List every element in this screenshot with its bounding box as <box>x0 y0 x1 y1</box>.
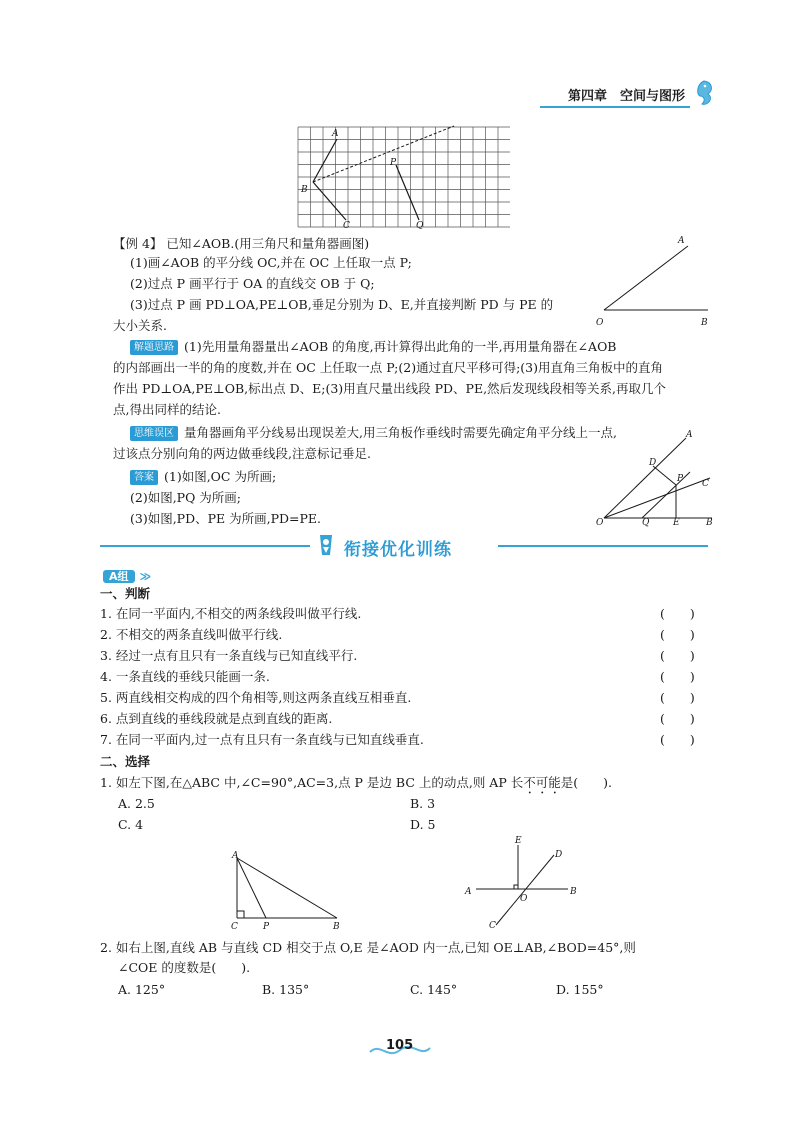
choice-q1-stem: 1. 如左下图,在△ABC 中,∠C=90°,AC=3,点 P 是边 BC 上的动点,则 AP 长不可能是( ). <box>100 775 612 790</box>
judge-title: 一、判断 <box>100 586 151 601</box>
banner-rule-left <box>100 545 310 547</box>
cross-label-a: A <box>465 887 472 897</box>
example4-item-1: (1)画∠AOB 的平分线 OC,并在 OC 上任取一点 P; <box>130 255 412 270</box>
example4-question <box>113 234 369 254</box>
grid-label-c: C <box>343 221 350 229</box>
answer-line-1: 答案 (1)如图,OC 为所画; <box>130 467 276 487</box>
triangle-label-b: B <box>333 922 340 932</box>
choice-q1-option-d[interactable]: D. 5 <box>410 817 436 832</box>
judge-answer-blank-4[interactable]: ( ) <box>660 669 695 684</box>
example4-item-2: (2)过点 P 画平行于 OA 的直线交 OB 于 Q; <box>130 276 375 291</box>
banner-title: 衔接优化训练 <box>344 540 452 560</box>
mistake-tag: 思维误区 <box>130 426 178 441</box>
answer-line-3: (3)如图,PD、PE 为所画,PD=PE. <box>130 511 322 526</box>
judge-answer-blank-3[interactable]: ( ) <box>660 648 695 663</box>
angle-label-a: A <box>678 236 685 246</box>
cross-label-o: O <box>520 894 528 904</box>
choice-q2-stem-1: 2. 如右上图,直线 AB 与直线 CD 相交于点 O,E 是∠AOD 内一点,已知 OE⊥AB,∠BOD=45°,则 <box>100 940 636 955</box>
intersecting-lines-figure <box>458 833 588 933</box>
choice-q2-option-c[interactable]: C. 145° <box>410 982 458 997</box>
grid-label-q: Q <box>416 221 424 229</box>
cross-label-e: E <box>515 836 522 846</box>
answer-label-c: C <box>702 479 709 489</box>
choice-q2-option-b[interactable]: B. 135° <box>262 982 310 997</box>
judge-answer-blank-7[interactable]: ( ) <box>660 732 695 747</box>
grid-label-p: P <box>390 158 397 168</box>
example4-item-4: 大小关系. <box>113 318 167 333</box>
example4-item-3: (3)过点 P 画 PD⊥OA,PE⊥OB,垂足分别为 D、E,并直接判断 PD 与 PE 的 <box>130 297 554 312</box>
judge-item-4: 4. 一条直线的垂线只能画一条. <box>100 669 270 684</box>
example4-tag: 【例 4】 <box>113 236 163 251</box>
choice-title: 二、选择 <box>100 754 151 769</box>
cross-label-b: B <box>570 887 577 897</box>
approach-tag: 解题思路 <box>130 340 178 355</box>
grid-label-b: B <box>301 185 308 195</box>
approach-line-2: 的内部画出一半的角的度数,并在 OC 上任取一点 P;(2)通过直尺平移可得;(3)用直角三角板中的直角 <box>113 360 664 375</box>
judge-item-7: 7. 在同一平面内,过一点有且只有一条直线与已知直线垂直. <box>100 732 424 747</box>
segment-ab <box>313 139 337 182</box>
triangle-abc-figure <box>225 848 350 932</box>
judge-item-2: 2. 不相交的两条直线叫做平行线. <box>100 627 283 642</box>
seahorse-icon <box>690 78 718 108</box>
answer-label-o: O <box>596 518 604 528</box>
answer-label-p: P <box>677 474 684 484</box>
triangle-label-p: P <box>263 922 270 932</box>
angle-label-b: B <box>701 318 708 328</box>
choice-q2-option-a[interactable]: A. 125° <box>118 982 166 997</box>
judge-answer-blank-1[interactable]: ( ) <box>660 606 695 621</box>
judge-item-5: 5. 两直线相交构成的四个角相等,则这两条直线互相垂直. <box>100 690 412 705</box>
answer-label-d: D <box>649 458 657 468</box>
mistake-line-1: 思维误区 量角器画角平分线易出现误差大,用三角板作垂线时需要先确定角平分线上一点, <box>130 423 617 443</box>
angle-label-o: O <box>596 318 604 328</box>
grid-figure <box>296 125 510 229</box>
choice-q1-option-b[interactable]: B. 3 <box>410 796 436 811</box>
mascot-icon <box>314 533 338 559</box>
judge-item-6: 6. 点到直线的垂线段就是点到直线的距离. <box>100 711 333 726</box>
choice-q2-option-d[interactable]: D. 155° <box>556 982 604 997</box>
mistake-line-2: 过该点分别向角的两边做垂线段,注意标记垂足. <box>113 446 371 461</box>
approach-line-3: 作出 PD⊥OA,PE⊥OB,标出点 D、E;(3)用直尺量出线段 PD、PE,然后发现线段相等关系,再取几个 <box>113 381 667 396</box>
example4-question-text: 已知∠AOB.(用三角尺和量角器画图) <box>166 236 370 251</box>
answer-label-b: B <box>706 518 713 528</box>
grid-label-a: A <box>332 129 339 139</box>
page-number: 105 <box>386 1038 414 1053</box>
judge-answer-blank-6[interactable]: ( ) <box>660 711 695 726</box>
triangle-label-c: C <box>231 922 238 932</box>
answer-line-2: (2)如图,PQ 为所画; <box>130 490 242 505</box>
judge-answer-blank-2[interactable]: ( ) <box>660 627 695 642</box>
header-rule <box>540 106 690 108</box>
group-a-arrow: ≫ <box>139 570 152 583</box>
choice-q2-stem-2: ∠COE 的度数是( ). <box>118 960 251 975</box>
emphasis-text: 不可能 <box>523 775 561 790</box>
banner-rule-right <box>498 545 708 547</box>
angle-aob-figure <box>592 232 717 328</box>
triangle-label-a: A <box>232 851 239 861</box>
cross-label-d: D <box>555 850 563 860</box>
choice-q1-option-c[interactable]: C. 4 <box>118 817 144 832</box>
approach-line-4: 点,得出同样的结论. <box>113 402 221 417</box>
group-a-label: A组 <box>103 570 135 583</box>
answer-label-q: Q <box>642 518 650 528</box>
answer-label-a: A <box>686 430 693 440</box>
judge-item-3: 3. 经过一点有且只有一条直线与已知直线平行. <box>100 648 358 663</box>
segment-pq <box>396 165 419 220</box>
choice-q1-option-a[interactable]: A. 2.5 <box>118 796 155 811</box>
chapter-title: 第四章 空间与图形 <box>568 89 686 104</box>
judge-answer-blank-5[interactable]: ( ) <box>660 690 695 705</box>
cross-label-c: C <box>489 921 496 931</box>
group-a-badge <box>103 565 151 585</box>
answer-label-e: E <box>673 518 680 528</box>
answer-figure <box>590 428 720 530</box>
approach-line-1: 解题思路 (1)先用量角器量出∠AOB 的角度,再计算得出此角的一半,再用量角器在∠AOB <box>130 337 617 357</box>
judge-item-1: 1. 在同一平面内,不相交的两条线段叫做平行线. <box>100 606 362 621</box>
answer-tag: 答案 <box>130 470 158 485</box>
